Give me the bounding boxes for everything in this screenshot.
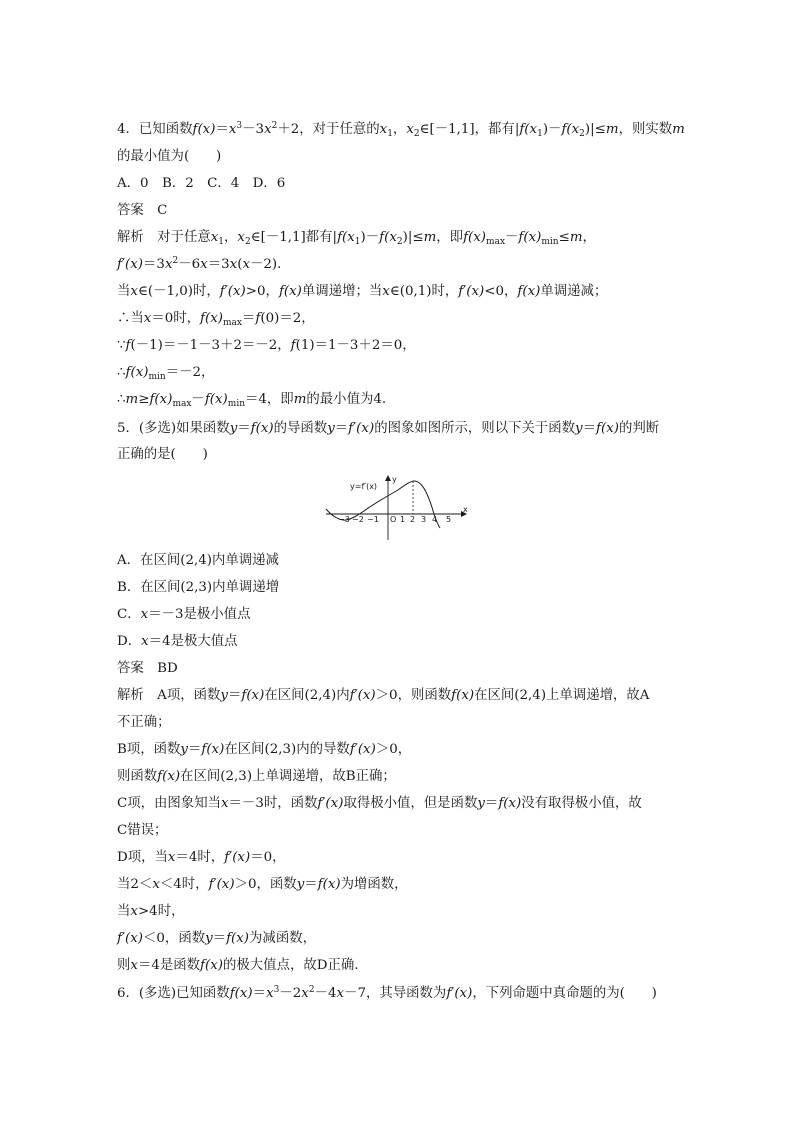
exponent: 2 (172, 256, 179, 266)
math: f(x) (250, 421, 274, 436)
math: (x) (356, 421, 375, 436)
math: f′ (219, 284, 228, 299)
math: x (336, 986, 345, 1001)
math: m (672, 122, 685, 137)
text: 单调递增；当 (301, 284, 383, 299)
math: x (164, 257, 173, 272)
math: f (125, 338, 131, 353)
text: ＝ (215, 122, 229, 137)
text: 解析 A项，函数 (117, 688, 221, 703)
exponent: 3 (273, 985, 280, 995)
text: >4时， (137, 904, 185, 919)
math: x (130, 958, 138, 973)
math: f(x) (229, 986, 253, 1001)
text: 取得极小值，但是函数 (343, 796, 478, 811)
math: f′ (317, 796, 326, 811)
math: y (327, 421, 335, 436)
math: (x) (232, 850, 251, 865)
q4-solution-line7 (117, 391, 386, 409)
text: ＝4时， (175, 850, 225, 865)
text: 则函数 (117, 769, 158, 784)
math: x (140, 607, 149, 622)
text: )－ (360, 230, 380, 245)
text: 的图象如图所示，则以下关于函数 (374, 421, 576, 436)
math: x (237, 230, 245, 245)
text: ＞0，则函数 (375, 688, 452, 703)
text: ＝－3是极小值点 (148, 607, 251, 622)
math: m (125, 392, 139, 407)
math: f′ (348, 421, 357, 436)
math: x (167, 850, 176, 865)
q5-solution-line2: 不正确； (117, 715, 171, 730)
math: m (423, 230, 437, 245)
math: y (205, 931, 213, 946)
text: ＜4时， (159, 877, 209, 892)
math: (x) (357, 742, 376, 757)
math: (x) (454, 986, 473, 1001)
text: ＝ (237, 421, 251, 436)
subscript: min (148, 372, 166, 382)
text: ＞0，函数 (234, 877, 297, 892)
x-axis-label: x (463, 505, 468, 514)
subscript: 2 (579, 129, 585, 139)
q4-answer: 答案 C (117, 203, 168, 218)
text: B项，函数 (117, 742, 181, 757)
text: ∴当 (117, 311, 144, 326)
text: 在区间(2,3)内的导数 (224, 742, 350, 757)
math: f(x) (157, 769, 181, 784)
q5-solution-line1 (117, 687, 649, 705)
subscript: 2 (396, 237, 403, 247)
math: f′ (446, 986, 455, 1001)
math: x (143, 311, 152, 326)
q5-solution-line4 (117, 768, 396, 786)
q4-solution-line6 (117, 364, 214, 382)
math: y (477, 796, 485, 811)
math: f(x (337, 230, 355, 245)
text: )－ (542, 122, 562, 137)
text: D． (117, 634, 142, 649)
q5-stem-line1 (117, 420, 659, 438)
text: ＝4是极大值点 (148, 634, 238, 649)
subscript: max (486, 237, 506, 247)
math: x (264, 122, 272, 137)
math: x (152, 877, 160, 892)
text: C． (117, 607, 141, 622)
text: ＝ (252, 986, 267, 1001)
math: f(x) (451, 688, 475, 703)
derivative-graph (322, 473, 472, 543)
math: f(x) (517, 284, 541, 299)
text: 的最小值为4. (306, 392, 387, 407)
text: <0， (484, 284, 518, 299)
math: y (220, 688, 228, 703)
math: f(x) (200, 311, 224, 326)
q5-solution-line8 (117, 876, 408, 894)
math: f′ (349, 742, 358, 757)
math: f′ (458, 284, 467, 299)
tick-label: −2 (352, 515, 364, 524)
text: －4 (314, 986, 337, 1001)
text: ＜0，函数 (143, 931, 206, 946)
math: f(x) (204, 392, 228, 407)
text: ∈[－1,1]都有| (250, 230, 338, 245)
text: ) (402, 230, 408, 245)
text: ＝ (212, 931, 227, 946)
text: (0)＝2， (260, 311, 315, 326)
text: 在区间(2,3)上单调递增，故B正确； (180, 769, 396, 784)
math: (x) (357, 688, 376, 703)
q4-solution-line5 (117, 337, 416, 355)
math: f(x) (278, 284, 302, 299)
math: x (382, 284, 390, 299)
text: － (191, 392, 205, 407)
math: m (569, 230, 583, 245)
text: ＝ (484, 796, 499, 811)
text: ≤ (558, 230, 570, 245)
math: y (575, 421, 583, 436)
math: x (228, 122, 237, 137)
text: 当 (117, 904, 131, 919)
text: ∈(－1,0)时， (137, 284, 220, 299)
q5-solution-line5 (117, 795, 642, 813)
text: 解析 对于任意 (117, 230, 211, 245)
q5-answer: 答案 BD (117, 661, 178, 676)
text: －2)． (250, 257, 291, 272)
q5-solution-line3 (117, 741, 411, 759)
text: (1)＝1－3＋2＝0， (295, 338, 416, 353)
text: 6．(多选)已知函数 (117, 986, 230, 1001)
math: f′ (117, 931, 125, 946)
q4-solution-line2 (117, 256, 291, 274)
subscript: max (172, 399, 192, 409)
text: ，则实数 (618, 122, 673, 137)
math: f (255, 311, 261, 326)
text: ( (237, 257, 243, 272)
subscript: min (227, 399, 245, 409)
text: (－1)＝－1－3＋2＝－2， (130, 338, 291, 353)
text: －7，其导函数为 (344, 986, 447, 1001)
subscript: 1 (354, 237, 361, 247)
text: ＝0时， (151, 311, 201, 326)
math: f(x (519, 122, 538, 137)
text: 为增函数， (340, 877, 408, 892)
text: 当 (117, 284, 131, 299)
math: f′ (224, 850, 233, 865)
text: ∈(0,1)时， (389, 284, 459, 299)
exponent: 2 (308, 985, 315, 995)
math: f(x) (241, 688, 265, 703)
text: C项，由图象知当 (117, 796, 221, 811)
text: 在区间(2,4)上单调递增，故A (474, 688, 650, 703)
tick-label: 5 (446, 515, 452, 524)
exponent: 2 (271, 121, 278, 131)
q5-option-c (117, 606, 250, 624)
text: －3 (242, 122, 265, 137)
math: x (130, 904, 138, 919)
text: ＝0， (250, 850, 286, 865)
tick-label: 1 (400, 515, 406, 524)
math: f(x (561, 122, 580, 137)
math: (x) (125, 931, 144, 946)
text: 则 (117, 958, 131, 973)
tick-label: 3 (421, 515, 427, 524)
math: y (296, 877, 305, 892)
math: (x) (325, 796, 344, 811)
q5-solution-line10 (117, 930, 316, 948)
text: －2 (279, 986, 302, 1001)
text: ∈[－1,1]，都有| (419, 122, 520, 137)
text: 在区间(2,4)内 (264, 688, 350, 703)
curve-label: y=f′(x) (350, 482, 378, 491)
text: ， (582, 230, 596, 245)
q5-solution-line6: C错误； (117, 823, 168, 838)
text: ＝ (227, 688, 242, 703)
math: f′ (117, 257, 125, 272)
math: f(x) (518, 230, 542, 245)
text: ＝ (582, 421, 597, 436)
math: y (180, 742, 188, 757)
math: f (290, 338, 296, 353)
text: 5．(多选)如果函数 (117, 421, 230, 436)
math: y (229, 421, 238, 436)
text: ＝4，即 (245, 392, 294, 407)
subscript: max (223, 318, 242, 328)
exponent: 3 (236, 121, 243, 131)
tick-label: 4 (432, 515, 438, 524)
text: 为减函数， (249, 931, 316, 946)
q5-solution-line7 (117, 849, 286, 867)
text: 单调递减； (540, 284, 608, 299)
y-axis-label: y (392, 475, 397, 484)
text: ＝ (242, 311, 256, 326)
text: ＝ (187, 742, 202, 757)
math: x (130, 284, 138, 299)
subscript: 1 (387, 129, 393, 139)
math: x (406, 122, 414, 137)
text: ＝ (334, 421, 349, 436)
text: 没有取得极小值，故 (521, 796, 642, 811)
text: ＋2，对于任意的 (277, 122, 380, 137)
math: (x) (227, 284, 246, 299)
q4-solution-line3 (117, 283, 607, 301)
math: f(x) (149, 392, 173, 407)
text: ∴ (117, 392, 126, 407)
text: 的极大值点，故D正确. (223, 958, 359, 973)
q5-option-d (117, 633, 238, 651)
text: 的判断 (618, 421, 660, 436)
math: x (379, 122, 388, 137)
q4-options: A．0 B．2 C．4 D．6 (117, 176, 286, 191)
origin-label: O (390, 515, 397, 524)
math: f(x) (226, 931, 250, 946)
math: (x) (216, 877, 235, 892)
text: D项，当 (117, 850, 168, 865)
math: x (229, 257, 238, 272)
text: －6 (178, 257, 201, 272)
q4-stem-line2: 的最小值为( ) (117, 149, 222, 164)
math: f(x) (125, 365, 149, 380)
math: x (220, 796, 229, 811)
math: x (242, 257, 250, 272)
text: ＝－2， (165, 365, 215, 380)
text: ， (224, 230, 238, 245)
text: 当2＜ (117, 877, 153, 892)
math: f(x) (201, 742, 225, 757)
q5-option-b: B．在区间(2,3)内单调递增 (117, 580, 280, 595)
text: >0， (245, 284, 279, 299)
text: ≥ (138, 392, 150, 407)
q4-solution-line1 (117, 229, 596, 247)
text: ＝3 (207, 257, 230, 272)
tick-label: 2 (410, 515, 416, 524)
q5-solution-line9 (117, 903, 184, 921)
text: ，下列命题中真命题的为( ) (472, 986, 657, 1001)
text: ，即 (436, 230, 464, 245)
math: x (301, 986, 309, 1001)
subscript: 2 (244, 237, 251, 247)
math: f(x) (498, 796, 522, 811)
text: ＝3 (143, 257, 165, 272)
text: ∵ (117, 338, 126, 353)
q5-option-a: A．在区间(2,4)内单调递减 (117, 553, 279, 568)
text: ∴ (117, 365, 126, 380)
subscript: 1 (218, 237, 225, 247)
text: |≤ (590, 122, 606, 137)
text: ＝－3时，函数 (228, 796, 318, 811)
q4-solution-line4 (117, 310, 315, 328)
q5-stem-line2: 正确的是( ) (117, 447, 208, 462)
math: (x) (466, 284, 485, 299)
math: x (266, 986, 274, 1001)
text: ＝ (304, 877, 318, 892)
subscript: min (541, 237, 559, 247)
q4-stem-line1 (117, 121, 685, 139)
math: x (200, 257, 208, 272)
text: － (505, 230, 519, 245)
math: m (293, 392, 307, 407)
tick-label: −3 (338, 515, 350, 524)
tick-label: −1 (367, 515, 379, 524)
q5-solution-line11 (117, 957, 359, 975)
math: (x) (125, 257, 144, 272)
q6-stem-line1 (117, 985, 657, 1003)
math: f(x) (200, 958, 224, 973)
text: 的导函数 (273, 421, 328, 436)
math: f(x) (317, 877, 341, 892)
text: |≤ (407, 230, 424, 245)
math: f(x) (192, 122, 216, 137)
math: f′ (349, 688, 358, 703)
math: m (605, 122, 619, 137)
text: ) (584, 122, 591, 137)
math: f(x) (596, 421, 619, 436)
text: ＝4是函数 (137, 958, 201, 973)
text: ＞0， (375, 742, 412, 757)
math: f(x (379, 230, 397, 245)
subscript: 1 (537, 129, 543, 139)
text: 4．已知函数 (117, 122, 193, 137)
subscript: 2 (413, 129, 420, 139)
math: x (210, 230, 219, 245)
math: x (141, 634, 149, 649)
text: ， (392, 122, 407, 137)
math: f(x) (463, 230, 487, 245)
math: f′ (208, 877, 217, 892)
